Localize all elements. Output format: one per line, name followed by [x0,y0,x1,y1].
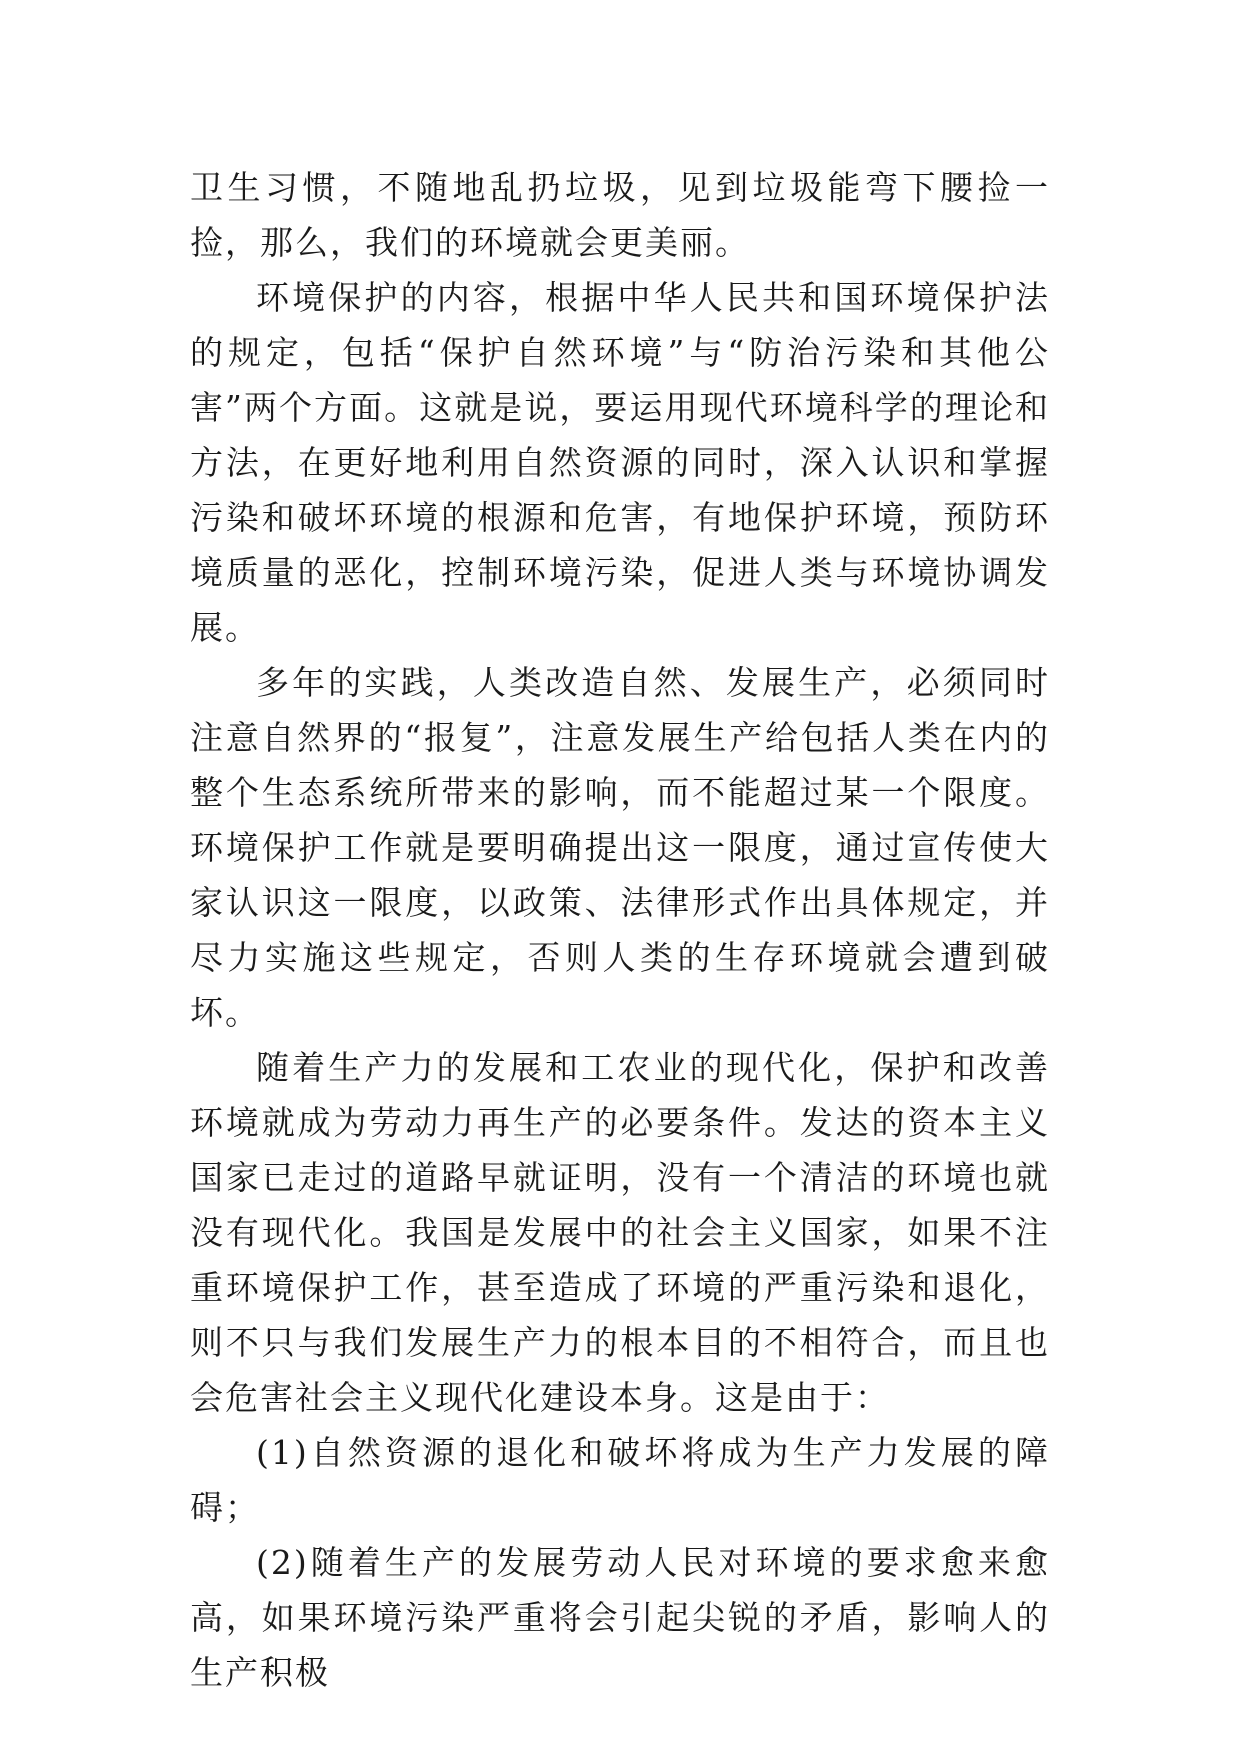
paragraph-3: 多年的实践，人类改造自然、发展生产，必须同时注意自然界的“报复”，注意发展生产给包括人类在内的整个生态系统所带来的影响，而不能超过某一个限度。环境保护工作就是要明确提出这一限度，通过宣传使大家认识这一限度，以政策、法律形式作出具体规定，并尽力实施这些规定，否则人类的生存环境就会遭到破坏。 [190,663,1050,1032]
paragraph-4: 随着生产力的发展和工农业的现代化，保护和改善环境就成为劳动力再生产的必要条件。发达的资本主义国家已走过的道路早就证明，没有一个清洁的环境也就没有现代化。我国是发展中的社会主义国家，如果不注重环境保护工作，甚至造成了环境的严重污染和退化，则不只与我们发展生产力的根本目的不相符合，而且也会危害社会主义现代化建设本身。这是由于： [190,1048,1050,1417]
list-item-1: (1)自然资源的退化和破坏将成为生产力发展的障碍； [190,1433,1050,1527]
document-body [190,160,1050,1700]
list-item-2: (2)随着生产的发展劳动人民对环境的要求愈来愈高，如果环境污染严重将会引起尖锐的矛盾，影响人的生产积极 [190,1543,1050,1692]
paragraph-1: 卫生习惯，不随地乱扔垃圾，见到垃圾能弯下腰捡一捡，那么，我们的环境就会更美丽。 [190,168,1050,262]
paragraph-2: 环境保护的内容，根据中华人民共和国环境保护法的规定，包括“保护自然环境”与“防治污染和其他公害”两个方面。这就是说，要运用现代环境科学的理论和方法，在更好地利用自然资源的同时，深入认识和掌握污染和破坏环境的根源和危害，有地保护环境，预防环境质量的恶化，控制环境污染，促进人类与环境协调发展。 [190,278,1050,647]
